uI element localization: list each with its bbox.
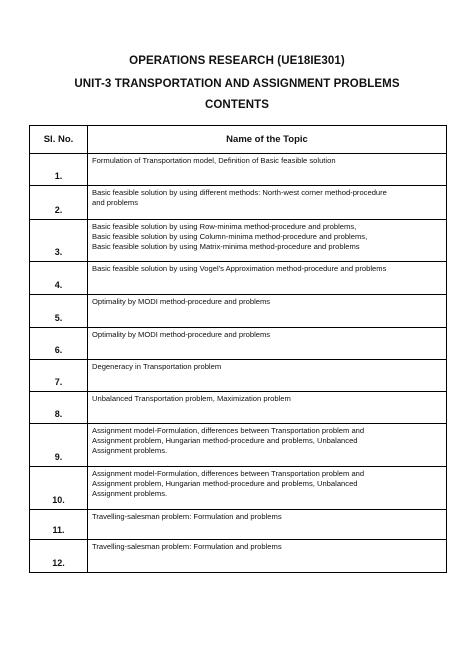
row-serial-number: 11.: [30, 510, 88, 540]
table-row: [30, 295, 447, 328]
column-header-topic: Name of the Topic: [88, 126, 447, 154]
row-serial-number: 8.: [30, 392, 88, 424]
row-topic: Assignment model-Formulation, differences between Transportation problem and Assignment problem, Hungarian method-procedure and problems, Unbalanced Assignment problems.: [88, 467, 447, 510]
row-topic: Assignment model-Formulation, differences between Transportation problem and Assignment problem, Hungarian method-procedure and problems, Unbalanced Assignment problems.: [88, 424, 447, 467]
row-topic: Degeneracy in Transportation problem: [88, 360, 447, 392]
row-topic: Basic feasible solution by using Vogel's Approximation method-procedure and problems: [88, 262, 447, 295]
row-serial-number: 10.: [30, 467, 88, 510]
row-serial-number: 4.: [30, 262, 88, 295]
table-row: [30, 360, 447, 392]
table-row: [30, 220, 447, 262]
table-header-row: [30, 126, 447, 154]
column-header-serial-number: Sl. No.: [30, 126, 88, 154]
table-row: [30, 540, 447, 573]
contents-heading: CONTENTS: [204, 99, 270, 111]
contents-table: [29, 125, 447, 573]
row-serial-number: 2.: [30, 186, 88, 220]
table-row: [30, 392, 447, 424]
row-topic: Unbalanced Transportation problem, Maximization problem: [88, 392, 447, 424]
row-serial-number: 9.: [30, 424, 88, 467]
table-row: [30, 186, 447, 220]
row-topic: Optimality by MODI method-procedure and problems: [88, 328, 447, 360]
table-row: [30, 510, 447, 540]
row-topic: Travelling-salesman problem: Formulation and problems: [88, 540, 447, 573]
row-topic: Travelling-salesman problem: Formulation and problems: [88, 510, 447, 540]
row-serial-number: 3.: [30, 220, 88, 262]
document-title: OPERATIONS RESEARCH (UE18IE301): [129, 55, 345, 67]
row-serial-number: 5.: [30, 295, 88, 328]
row-topic: Formulation of Transportation model, Definition of Basic feasible solution: [88, 154, 447, 186]
row-serial-number: 12.: [30, 540, 88, 573]
row-serial-number: 7.: [30, 360, 88, 392]
table-row: [30, 467, 447, 510]
unit-title: UNIT-3 TRANSPORTATION AND ASSIGNMENT PROBLEMS: [74, 78, 400, 90]
row-topic: Basic feasible solution by using Row-minima method-procedure and problems, Basic feasible solution by using Column-minima method-procedure and problems, Basic feasible solution by using Matrix-minima method-procedure and problems: [88, 220, 447, 262]
row-topic: Optimality by MODI method-procedure and problems: [88, 295, 447, 328]
row-serial-number: 6.: [30, 328, 88, 360]
table-row: [30, 154, 447, 186]
row-serial-number: 1.: [30, 154, 88, 186]
table-row: [30, 262, 447, 295]
table-row: [30, 328, 447, 360]
row-topic: Basic feasible solution by using different methods: North-west corner method-procedure and problems: [88, 186, 447, 220]
table-row: [30, 424, 447, 467]
